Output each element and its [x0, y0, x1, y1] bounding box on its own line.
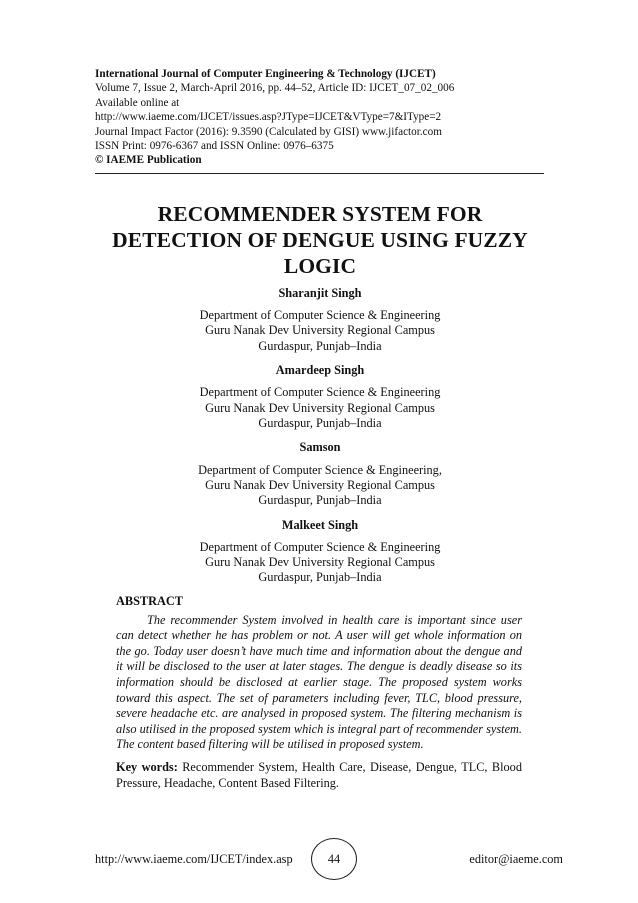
abstract-section [116, 594, 522, 791]
author-location: Gurdaspur, Punjab–India [258, 338, 382, 353]
author-location: Gurdaspur, Punjab–India [258, 493, 382, 508]
author-name: Malkeet Singh [281, 517, 359, 532]
abstract-text: The recommender System involved in health care is important since user can detect whether he has problem or not. A user will get whole information on the go. Today user doesn’t have much time and information about the dengue and it will be disclosed to the user at later stages. The dengue is deadly disease so its information should be disclosed at earlier stage. The proposed system works toward this aspect. The set of parameters including fever, TLC, blood pressure, severe headache etc. are analysed in proposed system. The filtering mechanism is also utilised in the proposed system which is integral part of recommender system. The content based filtering will be utilised in proposed system. [116, 612, 522, 752]
title-line-1: RECOMMENDER SYSTEM FOR [157, 202, 483, 226]
author-campus: Guru Nanak Dev University Regional Campus [205, 400, 435, 415]
author-block [95, 286, 545, 354]
impact-factor: Journal Impact Factor (2016): 9.3590 (Calculated by GISI) www.jifactor.com [95, 125, 442, 138]
abstract-heading: ABSTRACT [116, 594, 183, 608]
page-number: 44 [311, 838, 357, 880]
author-name: Amardeep Singh [275, 363, 365, 378]
author-block [95, 518, 545, 586]
author-location: Gurdaspur, Punjab–India [258, 415, 382, 430]
journal-header [95, 67, 545, 168]
author-block [95, 363, 545, 431]
author-dept: Department of Computer Science & Engineering [199, 385, 441, 400]
page-footer [95, 848, 563, 870]
publisher: © IAEME Publication [95, 154, 202, 167]
author-name: Sharanjit Singh [278, 286, 362, 300]
title-line-2: DETECTION OF DENGUE USING FUZZY [112, 228, 528, 252]
paper-title [95, 201, 545, 279]
author-dept: Department of Computer Science & Engineering [199, 539, 441, 554]
author-campus: Guru Nanak Dev University Regional Campus [205, 477, 435, 492]
available-online: Available online at [95, 96, 180, 109]
keywords-label: Key words: [116, 759, 183, 774]
title-line-3: LOGIC [283, 254, 357, 278]
author-location: Gurdaspur, Punjab–India [258, 570, 382, 585]
volume-info: Volume 7, Issue 2, March-April 2016, pp. 44–52, Article ID: IJCET_07_02_006 [95, 82, 455, 95]
issue-url[interactable]: http://www.iaeme.com/IJCET/issues.asp?JType=IJCET&VType=7&IType=2 [95, 111, 442, 124]
author-dept: Department of Computer Science & Engineering [199, 308, 441, 323]
author-list [95, 286, 545, 595]
author-dept: Department of Computer Science & Engineering, [198, 462, 442, 477]
header-divider [95, 173, 544, 174]
footer-email[interactable]: editor@iaeme.com [469, 852, 563, 866]
keywords [116, 760, 522, 791]
author-campus: Guru Nanak Dev University Regional Campus [205, 555, 435, 570]
author-campus: Guru Nanak Dev University Regional Campus [205, 323, 435, 338]
journal-name: International Journal of Computer Engineering & Technology (IJCET) [95, 68, 436, 80]
author-name: Samson [299, 440, 341, 455]
issn-info: ISSN Print: 0976-6367 and ISSN Online: 0976–6375 [95, 140, 334, 153]
author-block [95, 440, 545, 508]
keywords-text: Recommender System, Health Care, Disease, Dengue, TLC, Blood Pressure, Headache, Content Based Filtering. [116, 759, 522, 790]
footer-url[interactable]: http://www.iaeme.com/IJCET/index.asp [95, 852, 293, 866]
